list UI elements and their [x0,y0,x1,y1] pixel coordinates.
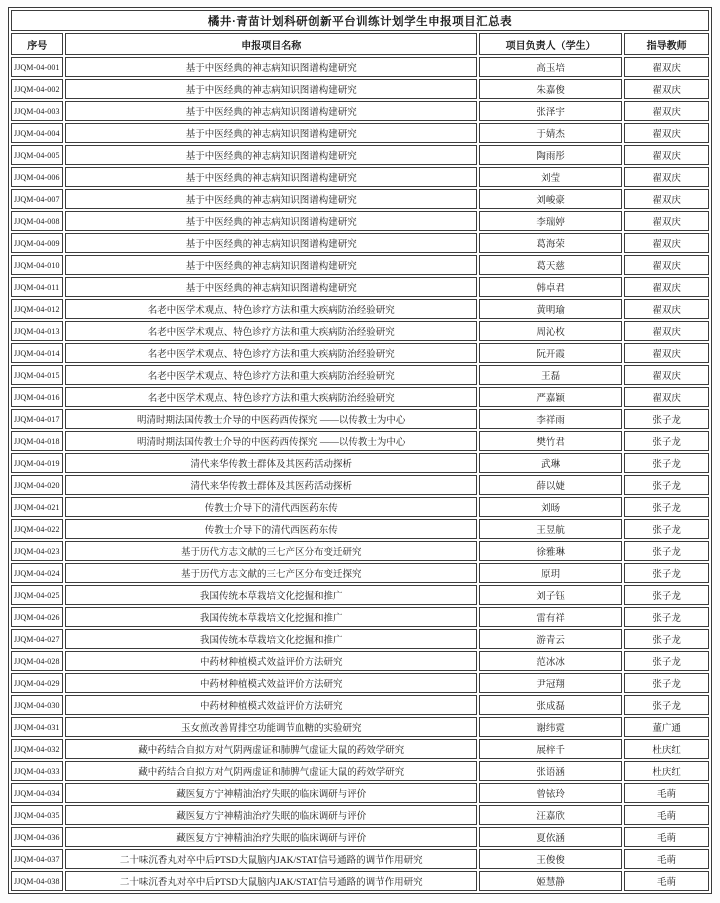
row-id-cell: JJQM-04-026 [11,607,63,627]
student-name-cell: 葛海荣 [479,233,622,253]
table-row [11,79,709,99]
row-id-cell: JJQM-04-036 [11,827,63,847]
student-name-cell: 葛天慈 [479,255,622,275]
student-name-cell: 刘峻豪 [479,189,622,209]
student-name-cell: 薛以婕 [479,475,622,495]
column-header-id: 序号 [11,33,63,55]
teacher-name-cell: 翟双庆 [624,211,709,231]
student-name-cell: 汪嘉欣 [479,805,622,825]
student-name-cell: 王昱航 [479,519,622,539]
project-name-cell: 藏医复方宁神精油治疗失眠的临床调研与评价 [65,805,477,825]
table-row [11,541,709,561]
table-row [11,101,709,121]
table-row [11,519,709,539]
table-row [11,343,709,363]
teacher-name-cell: 张子龙 [624,475,709,495]
teacher-name-cell: 杜庆红 [624,761,709,781]
table-row [11,497,709,517]
table-row [11,651,709,671]
table-row [11,563,709,583]
table-row [11,607,709,627]
row-id-cell: JJQM-04-002 [11,79,63,99]
teacher-name-cell: 张子龙 [624,541,709,561]
student-name-cell: 李祥雨 [479,409,622,429]
student-name-cell: 原玥 [479,563,622,583]
teacher-name-cell: 张子龙 [624,651,709,671]
teacher-name-cell: 毛萌 [624,849,709,869]
teacher-name-cell: 张子龙 [624,629,709,649]
row-id-cell: JJQM-04-001 [11,57,63,77]
table-row [11,585,709,605]
teacher-name-cell: 翟双庆 [624,255,709,275]
student-name-cell: 雷有祥 [479,607,622,627]
project-name-cell: 基于中医经典的神志病知识图谱构建研究 [65,167,477,187]
table-row [11,739,709,759]
student-name-cell: 刘莹 [479,167,622,187]
row-id-cell: JJQM-04-022 [11,519,63,539]
table-row [11,629,709,649]
table-row [11,453,709,473]
teacher-name-cell: 翟双庆 [624,145,709,165]
project-name-cell: 我国传统本草栽培文化挖掘和推广 [65,629,477,649]
table-row [11,761,709,781]
project-name-cell: 名老中医学术观点、特色诊疗方法和重大疾病防治经验研究 [65,299,477,319]
teacher-name-cell: 翟双庆 [624,101,709,121]
teacher-name-cell: 张子龙 [624,563,709,583]
document-title: 橘井·青苗计划科研创新平台训练计划学生申报项目汇总表 [11,10,709,31]
student-name-cell: 张泽宇 [479,101,622,121]
project-name-cell: 基于中医经典的神志病知识图谱构建研究 [65,79,477,99]
table-row [11,783,709,803]
student-name-cell: 刘子钰 [479,585,622,605]
row-id-cell: JJQM-04-030 [11,695,63,715]
student-name-cell: 张成磊 [479,695,622,715]
project-name-cell: 中药材种植模式效益评价方法研究 [65,673,477,693]
teacher-name-cell: 张子龙 [624,409,709,429]
project-name-cell: 我国传统本草栽培文化挖掘和推广 [65,585,477,605]
project-name-cell: 明清时期法国传教士介导的中医药西传探究 ——以传教士为中心 [65,431,477,451]
project-name-cell: 名老中医学术观点、特色诊疗方法和重大疾病防治经验研究 [65,343,477,363]
project-name-cell: 基于历代方志文献的三七产区分布变迁探究 [65,563,477,583]
teacher-name-cell: 董广通 [624,717,709,737]
header-row [11,33,709,55]
teacher-name-cell: 翟双庆 [624,277,709,297]
student-name-cell: 武琳 [479,453,622,473]
teacher-name-cell: 翟双庆 [624,343,709,363]
project-name-cell: 传教士介导下的清代西医药东传 [65,519,477,539]
project-name-cell: 藏医复方宁神精油治疗失眠的临床调研与评价 [65,783,477,803]
teacher-name-cell: 翟双庆 [624,387,709,407]
project-name-cell: 明清时期法国传教士介导的中医药西传探究 ——以传教士为中心 [65,409,477,429]
project-name-cell: 基于中医经典的神志病知识图谱构建研究 [65,211,477,231]
project-name-cell: 藏中药结合自拟方对气阴两虚证和肺脾气虚证大鼠的药效学研究 [65,739,477,759]
row-id-cell: JJQM-04-020 [11,475,63,495]
column-header-project: 申报项目名称 [65,33,477,55]
row-id-cell: JJQM-04-018 [11,431,63,451]
teacher-name-cell: 翟双庆 [624,123,709,143]
student-name-cell: 高玉培 [479,57,622,77]
table-row [11,673,709,693]
table-row [11,211,709,231]
table-row [11,387,709,407]
teacher-name-cell: 杜庆红 [624,739,709,759]
student-name-cell: 谢纬霓 [479,717,622,737]
student-name-cell: 刘旸 [479,497,622,517]
row-id-cell: JJQM-04-024 [11,563,63,583]
row-id-cell: JJQM-04-012 [11,299,63,319]
teacher-name-cell: 毛萌 [624,827,709,847]
project-name-cell: 基于中医经典的神志病知识图谱构建研究 [65,189,477,209]
table-row [11,431,709,451]
table-row [11,827,709,847]
project-name-cell: 玉女煎改善胃排空功能调节血糖的实验研究 [65,717,477,737]
student-name-cell: 严嘉颖 [479,387,622,407]
row-id-cell: JJQM-04-009 [11,233,63,253]
table-row [11,123,709,143]
row-id-cell: JJQM-04-025 [11,585,63,605]
student-name-cell: 樊竹君 [479,431,622,451]
row-id-cell: JJQM-04-027 [11,629,63,649]
project-name-cell: 基于历代方志文献的三七产区分布变迁研究 [65,541,477,561]
row-id-cell: JJQM-04-013 [11,321,63,341]
row-id-cell: JJQM-04-037 [11,849,63,869]
project-name-cell: 我国传统本草栽培文化挖掘和推广 [65,607,477,627]
project-name-cell: 基于中医经典的神志病知识图谱构建研究 [65,233,477,253]
table-row [11,805,709,825]
teacher-name-cell: 翟双庆 [624,189,709,209]
student-name-cell: 李瑞婷 [479,211,622,231]
teacher-name-cell: 张子龙 [624,673,709,693]
project-name-cell: 基于中医经典的神志病知识图谱构建研究 [65,255,477,275]
project-name-cell: 基于中医经典的神志病知识图谱构建研究 [65,123,477,143]
table-row [11,233,709,253]
projects-summary-table [8,7,712,894]
project-name-cell: 基于中医经典的神志病知识图谱构建研究 [65,145,477,165]
table-row [11,365,709,385]
row-id-cell: JJQM-04-004 [11,123,63,143]
teacher-name-cell: 张子龙 [624,431,709,451]
table-row [11,475,709,495]
table-row [11,409,709,429]
row-id-cell: JJQM-04-033 [11,761,63,781]
row-id-cell: JJQM-04-006 [11,167,63,187]
teacher-name-cell: 毛萌 [624,871,709,891]
student-name-cell: 夏依涵 [479,827,622,847]
project-name-cell: 藏中药结合自拟方对气阴两虚证和肺脾气虚证大鼠的药效学研究 [65,761,477,781]
row-id-cell: JJQM-04-003 [11,101,63,121]
teacher-name-cell: 毛萌 [624,805,709,825]
student-name-cell: 尹冠翔 [479,673,622,693]
table-row [11,57,709,77]
teacher-name-cell: 张子龙 [624,519,709,539]
row-id-cell: JJQM-04-021 [11,497,63,517]
student-name-cell: 张语涵 [479,761,622,781]
title-row [11,10,709,31]
row-id-cell: JJQM-04-011 [11,277,63,297]
student-name-cell: 徐雅琳 [479,541,622,561]
teacher-name-cell: 张子龙 [624,497,709,517]
teacher-name-cell: 张子龙 [624,453,709,473]
table-row [11,871,709,891]
project-name-cell: 基于中医经典的神志病知识图谱构建研究 [65,57,477,77]
column-header-student: 项目负责人（学生） [479,33,622,55]
project-name-cell: 名老中医学术观点、特色诊疗方法和重大疾病防治经验研究 [65,387,477,407]
table-row [11,167,709,187]
student-name-cell: 王磊 [479,365,622,385]
row-id-cell: JJQM-04-032 [11,739,63,759]
table-row [11,277,709,297]
project-name-cell: 名老中医学术观点、特色诊疗方法和重大疾病防治经验研究 [65,365,477,385]
row-id-cell: JJQM-04-035 [11,805,63,825]
project-name-cell: 名老中医学术观点、特色诊疗方法和重大疾病防治经验研究 [65,321,477,341]
row-id-cell: JJQM-04-017 [11,409,63,429]
project-name-cell: 传教士介导下的清代西医药东传 [65,497,477,517]
row-id-cell: JJQM-04-008 [11,211,63,231]
teacher-name-cell: 张子龙 [624,585,709,605]
table-body [11,57,709,891]
table-row [11,299,709,319]
row-id-cell: JJQM-04-016 [11,387,63,407]
teacher-name-cell: 张子龙 [624,607,709,627]
teacher-name-cell: 翟双庆 [624,233,709,253]
table-row [11,189,709,209]
student-name-cell: 黄明瑜 [479,299,622,319]
row-id-cell: JJQM-04-019 [11,453,63,473]
teacher-name-cell: 张子龙 [624,695,709,715]
student-name-cell: 曾铱玲 [479,783,622,803]
student-name-cell: 周沁枚 [479,321,622,341]
row-id-cell: JJQM-04-028 [11,651,63,671]
project-name-cell: 中药材种植模式效益评价方法研究 [65,695,477,715]
student-name-cell: 于婧杰 [479,123,622,143]
student-name-cell: 王俊俊 [479,849,622,869]
student-name-cell: 阮开霞 [479,343,622,363]
table-row [11,849,709,869]
row-id-cell: JJQM-04-038 [11,871,63,891]
row-id-cell: JJQM-04-007 [11,189,63,209]
row-id-cell: JJQM-04-031 [11,717,63,737]
table-row [11,145,709,165]
student-name-cell: 游青云 [479,629,622,649]
teacher-name-cell: 翟双庆 [624,79,709,99]
project-name-cell: 藏医复方宁神精油治疗失眠的临床调研与评价 [65,827,477,847]
project-name-cell: 基于中医经典的神志病知识图谱构建研究 [65,277,477,297]
student-name-cell: 陶雨彤 [479,145,622,165]
row-id-cell: JJQM-04-010 [11,255,63,275]
project-name-cell: 基于中医经典的神志病知识图谱构建研究 [65,101,477,121]
teacher-name-cell: 毛萌 [624,783,709,803]
student-name-cell: 范冰冰 [479,651,622,671]
student-name-cell: 韩卓君 [479,277,622,297]
project-name-cell: 中药材种植模式效益评价方法研究 [65,651,477,671]
project-name-cell: 清代来华传教士群体及其医药活动探析 [65,453,477,473]
student-name-cell: 朱嘉俊 [479,79,622,99]
project-name-cell: 二十味沉香丸对卒中后PTSD大鼠脑内JAK/STAT信号通路的调节作用研究 [65,871,477,891]
row-id-cell: JJQM-04-029 [11,673,63,693]
teacher-name-cell: 翟双庆 [624,57,709,77]
column-header-teacher: 指导教师 [624,33,709,55]
project-name-cell: 清代来华传教士群体及其医药活动探析 [65,475,477,495]
teacher-name-cell: 翟双庆 [624,299,709,319]
row-id-cell: JJQM-04-015 [11,365,63,385]
table-row [11,321,709,341]
row-id-cell: JJQM-04-005 [11,145,63,165]
student-name-cell: 姬慧静 [479,871,622,891]
teacher-name-cell: 翟双庆 [624,167,709,187]
row-id-cell: JJQM-04-014 [11,343,63,363]
table-row [11,255,709,275]
row-id-cell: JJQM-04-023 [11,541,63,561]
table-row [11,695,709,715]
project-name-cell: 二十味沉香丸对卒中后PTSD大鼠脑内JAK/STAT信号通路的调节作用研究 [65,849,477,869]
table-row [11,717,709,737]
teacher-name-cell: 翟双庆 [624,321,709,341]
row-id-cell: JJQM-04-034 [11,783,63,803]
student-name-cell: 展梓千 [479,739,622,759]
teacher-name-cell: 翟双庆 [624,365,709,385]
